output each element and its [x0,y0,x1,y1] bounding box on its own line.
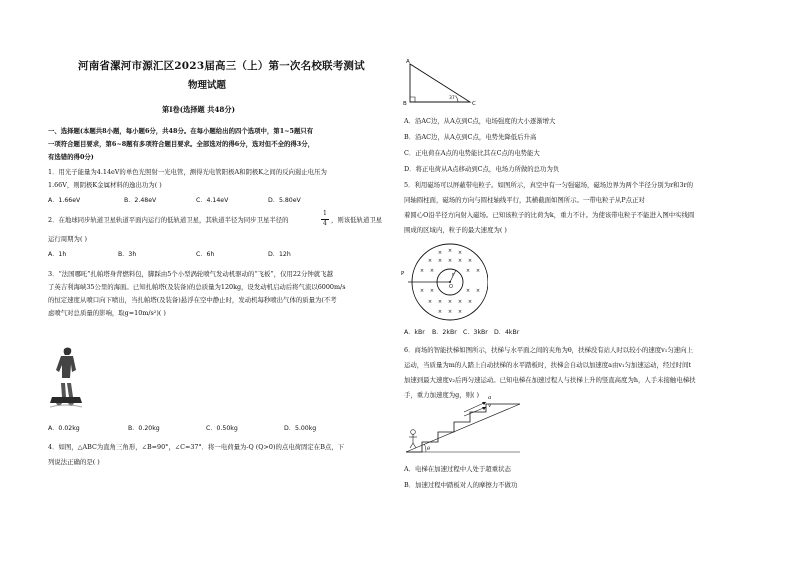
q1-option-d: D．5.80eV [268,197,301,204]
field-label-r: r [452,272,455,278]
q4-option-d: D．将正电荷从A点移动到C点，电场力所做的总功为负 [404,165,560,173]
q3-option-b: B．0.20kg [128,425,160,432]
q6-stem: 手，重力加速度为g，则( ) [404,391,480,399]
q4-option-b: B．沿AC边，从A点到C点，电势先降低后升高 [404,133,537,141]
q2-stem: ，则该低轨道卫星 [331,216,383,224]
q3-stem: 的恒定速度从喷口向下喷出，当扎帕塔(及装备)悬浮在空中静止时，发动机每秒喷出气体的质量为(不考 [48,296,337,304]
escalator-label-a: a [488,395,492,401]
q2-option-c: C．6h [196,251,215,258]
svg-text:×: × [457,250,463,256]
triangle-angle-label: 37° [449,96,457,101]
svg-text:×: × [457,258,463,264]
q3-option-d: D．5.00kg [284,425,317,432]
intro-line: 有选错的得0分) [48,153,94,161]
svg-text:×: × [419,288,425,294]
q1-option-b: B．2.48eV [124,197,157,204]
q1-stem: 1.66V，则阴极K金属材料的逸出功为( ) [48,181,162,189]
svg-text:×: × [465,268,471,274]
svg-text:×: × [437,299,443,305]
q6-option-a: A．电梯在加速过程中人处于超重状态 [404,465,511,473]
triangle-figure [404,60,476,108]
q5-stem: 同轴圆柱面，磁场的方向与圆柱轴线平行，其横截面如图所示。一带电粒子从P点正对 [404,196,645,204]
svg-text:×: × [427,299,433,305]
svg-text:×: × [429,268,435,274]
q2-stem: 2．在地球同步轨道卫星轨道平面内运行的低轨道卫星，其轨道半径为同步卫星半径的 [48,216,289,224]
escalator-figure [404,392,526,458]
q4-stem: 列说法正确的是( ) [48,458,100,466]
svg-text:×: × [457,299,463,305]
svg-text:×: × [427,258,433,264]
field-label-p: P [401,271,405,277]
q1-option-a: A．1.66eV [48,197,81,204]
q6-option-b: B．加速过程中踏板对人的摩擦力不做功 [404,481,518,489]
svg-text:×: × [467,258,473,264]
q2-fraction-denominator: 4 [323,220,327,227]
q3-stem: 虑喷气对总质量的影响，取g=10m/s²)( ) [48,309,166,317]
q4-stem: 4．如图，△ABC为直角三角形，∠B=90°，∠C=37°．将一电荷量为-Q (Q>0)的点电荷固定在B点，下 [48,443,345,451]
q3-option-c: C．0.50kg [206,425,238,432]
q3-option-a: A．0.02kg [48,425,80,432]
escalator-label-v: v [488,403,492,409]
escalator-label-theta: θ [427,446,431,452]
svg-text:×: × [429,288,435,294]
q3-stem: 了英吉利海峡35公里的海面。已知扎帕塔(及装备)的总质量为120kg，设发动机启动后将气流以6000m/s [48,283,346,291]
q5-option-d: D．4kBr [494,329,520,336]
q4-option-c: C．正电荷在A点的电势能比其在C点的电势能大 [404,149,540,157]
svg-text:×: × [467,299,473,305]
q5-option-c: C．3kBr [463,329,488,336]
svg-text:×: × [447,258,453,264]
q5-option-b: B．2kBr [432,329,457,336]
exam-subtitle: 物理试题 [188,80,227,91]
q2-stem: 运行周期为( ) [48,235,87,243]
svg-text:×: × [419,268,425,274]
svg-text:×: × [447,299,453,305]
intro-line: 一项符合题目要求，第6~8题有多项符合题目要求。全部选对的得6分，选对但不全的得3分， [48,140,314,148]
q5-stem: 着圆心O沿半径方向射入磁场。已知该粒子的比荷为k，重力不计。为使该带电粒子不能进入图中实线圆 [404,211,695,219]
svg-text:×: × [475,268,481,274]
exam-title: 河南省漯河市源汇区2023届高三（上）第一次名校联考测试 [78,60,365,72]
magnetic-field-figure [404,240,488,324]
q6-stem: 6．商场的智能扶梯如图所示，扶梯与水平面之间的夹角为θ，扶梯没有站人时以较小的速度v₁匀速向上 [404,346,693,354]
svg-text:×: × [437,258,443,264]
triangle-label-c: C [472,101,476,107]
q5-stem: 围成的区域内，粒子的最大速度为( ) [404,226,507,234]
triangle-label-a: A [406,59,410,65]
q1-option-c: C．4.14eV [196,197,229,204]
q2-fraction-numerator: 1 [323,210,327,217]
flyboard-photo [48,345,84,411]
intro-line: 一、选择题(本题共8小题，每小题6分，共48分。在每小题给出的四个选项中，第1~5题只有 [48,127,314,135]
svg-text:×: × [457,309,463,315]
triangle-label-b: B [403,101,407,107]
svg-text:×: × [447,309,453,315]
q4-option-a: A．沿AC边，从A点到C点，电场强度的大小逐渐增大 [404,117,556,125]
section-heading: 第Ⅰ卷(选择题 共48分) [162,105,235,114]
svg-text:×: × [447,248,453,254]
svg-text:×: × [465,288,471,294]
svg-text:×: × [437,309,443,315]
q2-option-b: B．3h [118,251,137,258]
q2-option-a: A．1h [48,251,67,258]
q3-stem: 3．“法国哪吒”扎帕塔身背燃料包，脚踩由5个小型涡轮喷气发动机驱动的“飞板”，仅用22分钟就飞越 [48,270,333,278]
svg-text:×: × [437,250,443,256]
q1-stem: 1．用光子能量为4.14eV的单色光照射一光电管，测得光电管阳极A和阴极K之间的反向遏止电压为 [48,168,327,176]
q5-option-a: A．kBr [404,329,425,336]
q2-option-d: D．12h [268,251,291,258]
q5-stem: 5．利用磁场可以屏蔽带电粒子。如图所示，真空中有一匀强磁场，磁场边界为两个半径分别为r和3r的 [404,181,694,189]
q6-stem: 运动，当质量为m的人踏上自动扶梯的水平踏板时，扶梯会自动以加速度a由v₁匀加速运动，经过时间t [404,361,692,369]
svg-text:×: × [475,288,481,294]
q6-stem: 加速到最大速度v₂后再匀速运动。已知电梯在加速过程人与扶梯上升的竖直高度为h，人手未接触电梯扶 [404,376,696,384]
field-label-o: O [449,284,453,290]
